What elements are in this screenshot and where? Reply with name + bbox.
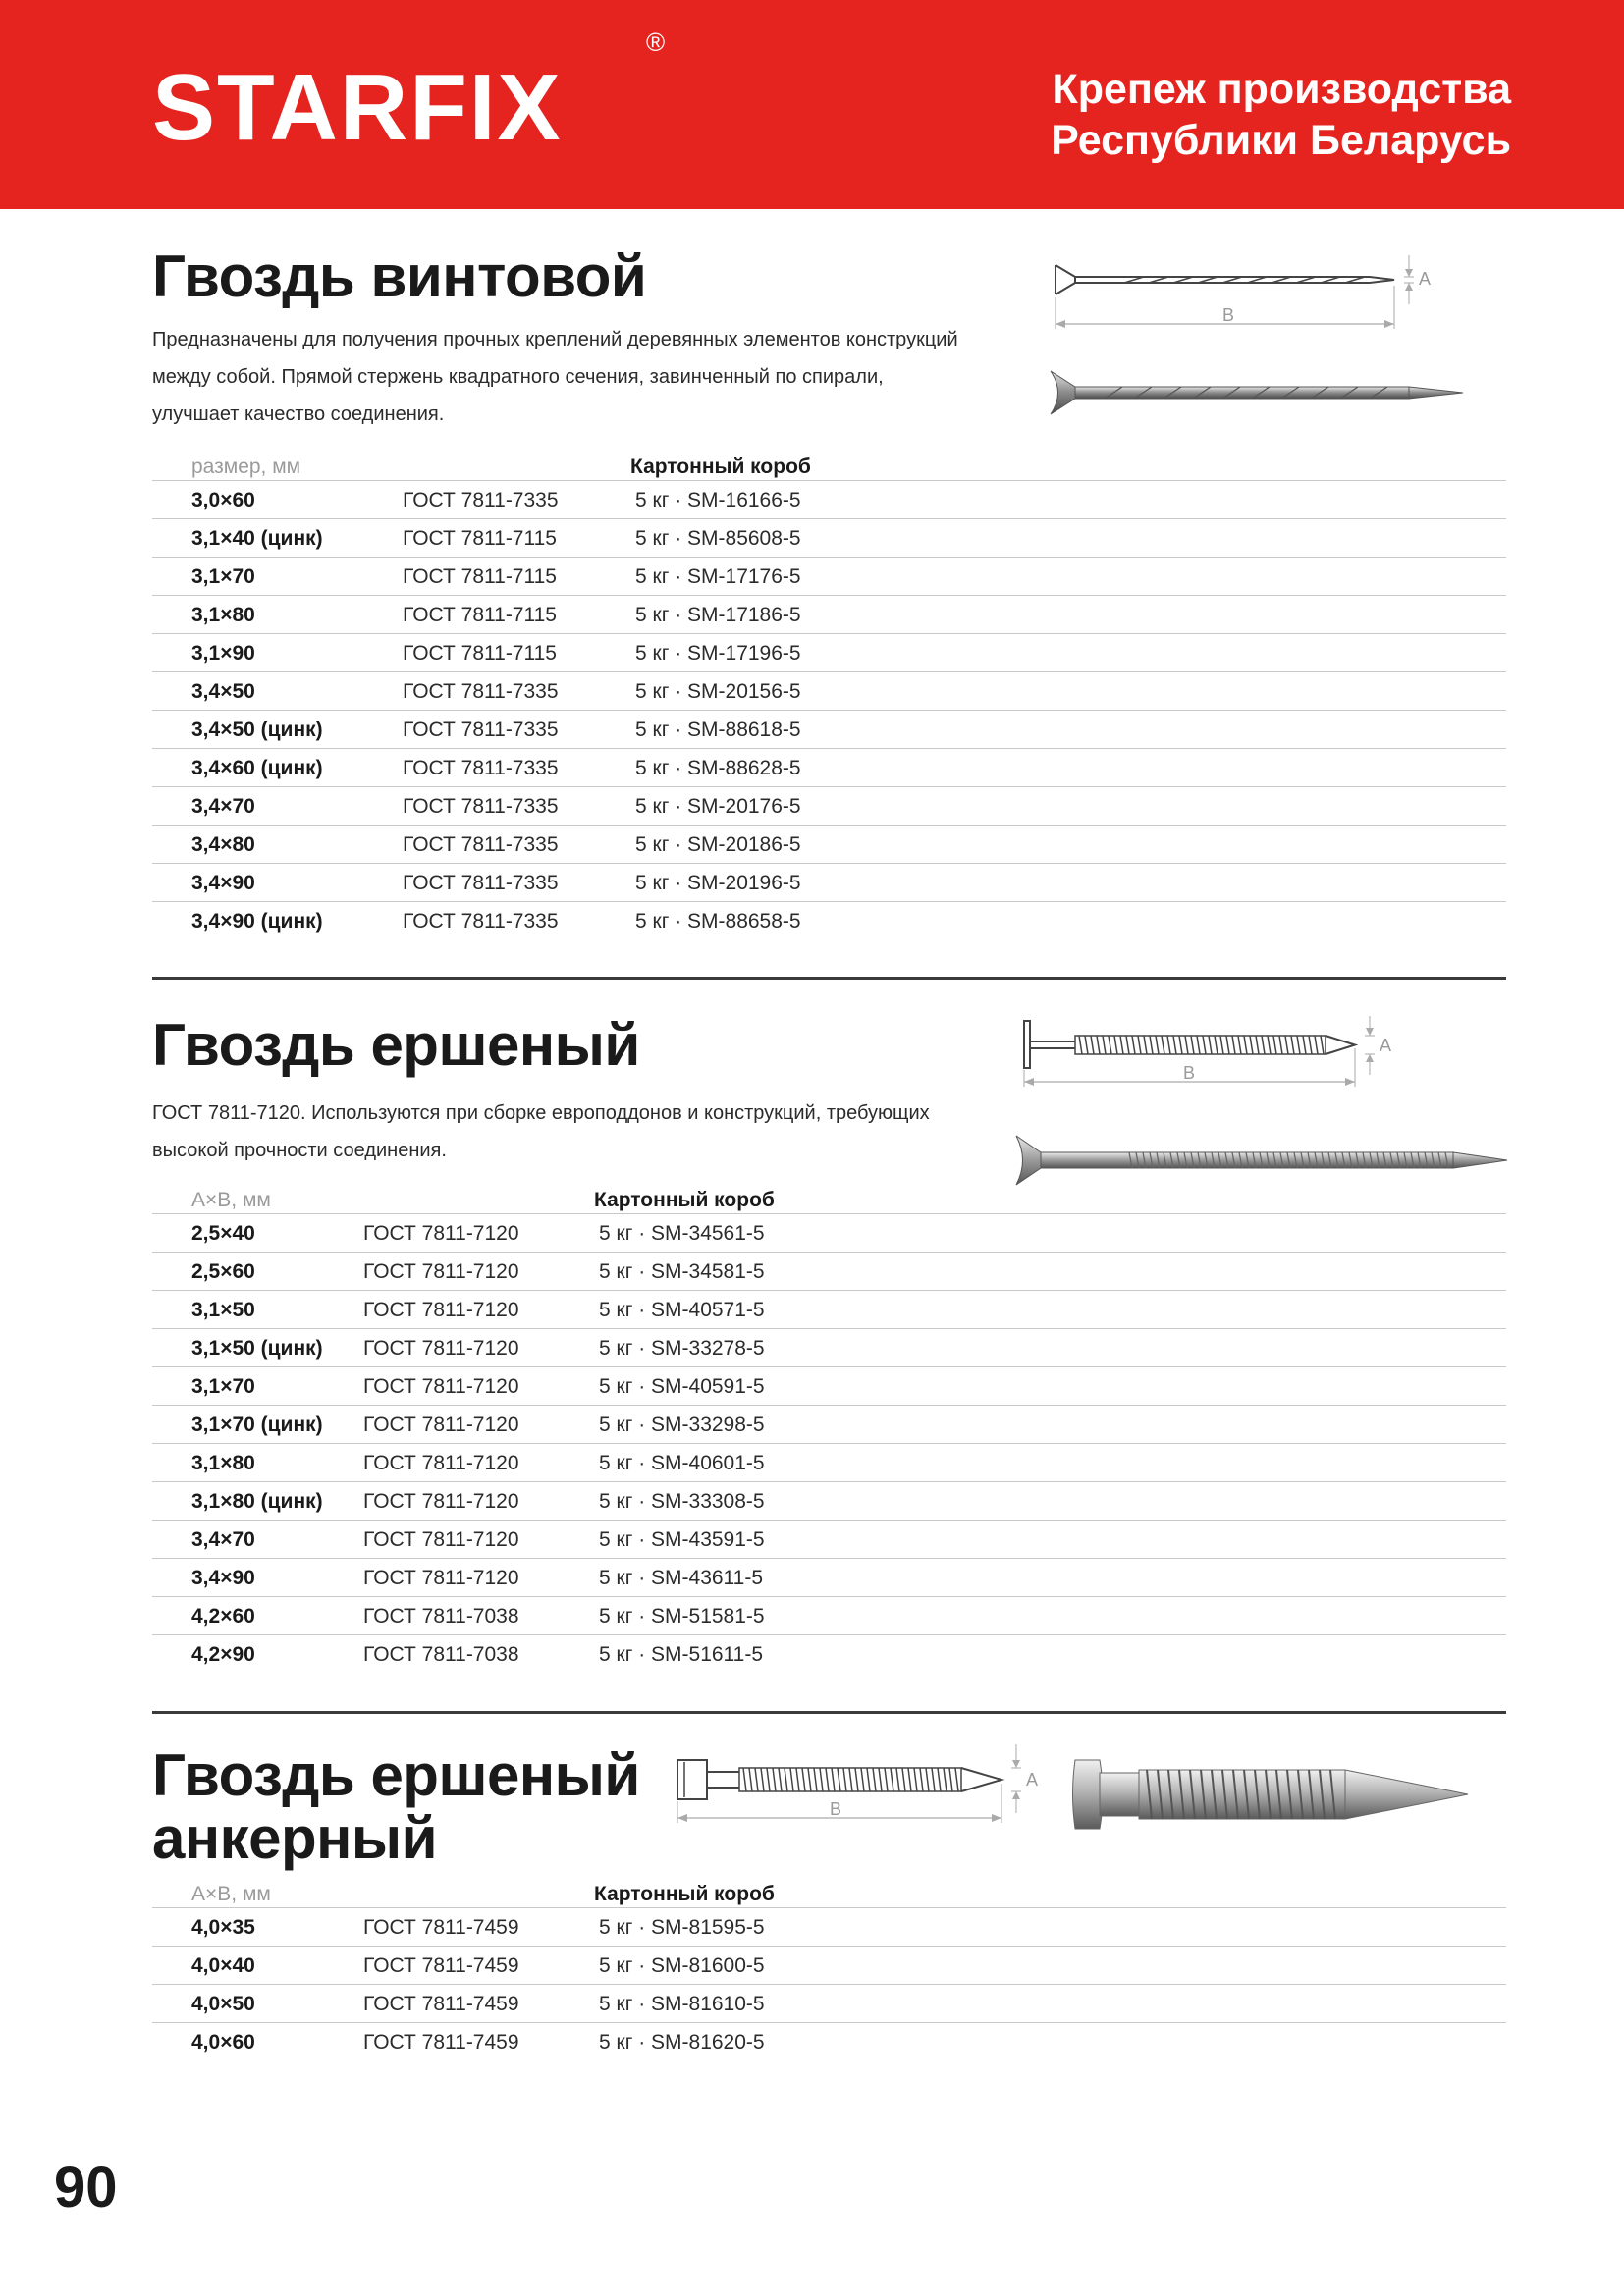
nail-rib [1114,1036,1117,1054]
nail-rib [873,1768,876,1791]
nail-rib [749,1768,752,1791]
cell-size: 3,4×90 (цинк) [191,910,323,933]
nail-rib [1144,1036,1147,1054]
cell-gost: ГОСТ 7811-7120 [363,1567,519,1589]
table-row [152,518,1506,557]
nail-rib [1097,1036,1100,1054]
nail-rib [1268,1036,1271,1054]
anchor-ruff-nail-diagram [673,1742,1065,1831]
table-row [152,557,1506,595]
cell-size: 4,0×60 [191,2031,255,2054]
cell-gost: ГОСТ 7811-7115 [403,604,557,626]
cell-gost: ГОСТ 7811-7335 [403,680,559,703]
table-row [152,825,1506,863]
cell-size: 3,4×50 (цинк) [191,719,323,741]
table-header-ruff-nail [152,1183,1506,1217]
tagline-line-1: Крепеж производства [1052,66,1511,113]
cell-box: 5 кг · SM-16166-5 [635,489,801,511]
dim-label-b: B [1183,1063,1196,1083]
cell-gost: ГОСТ 7811-7335 [403,795,559,818]
cell-size: 3,1×50 (цинк) [191,1337,323,1360]
nail-rib [826,1768,829,1791]
nail-rib [779,1768,782,1791]
cell-box: 5 кг · SM-43611-5 [599,1567,764,1589]
cell-gost: ГОСТ 7811-7120 [363,1490,519,1513]
nail-rib [926,1768,929,1791]
table-row [152,1946,1506,1984]
cell-box: 5 кг · SM-51581-5 [599,1605,765,1628]
table-row [152,595,1506,633]
nail-rib [785,1768,787,1791]
section-title-anchor-ruff-nail [152,1744,640,1870]
cell-gost: ГОСТ 7811-7335 [403,489,559,511]
nail-rib [1291,1036,1294,1054]
cell-box: 5 кг · SM-20156-5 [635,680,801,703]
nail-rib [1203,1036,1206,1054]
nail-rib [1215,1036,1218,1054]
cell-gost: ГОСТ 7811-7459 [363,1993,519,2015]
cell-box: 5 кг · SM-33308-5 [599,1490,765,1513]
table-row [152,1366,1506,1405]
cell-box: 5 кг · SM-20186-5 [635,833,801,856]
cell-gost: ГОСТ 7811-7335 [403,872,559,894]
cell-box: 5 кг · SM-43591-5 [599,1528,765,1551]
cell-box: 5 кг · SM-33298-5 [599,1414,765,1436]
cell-box: 5 кг · SM-51611-5 [599,1643,764,1666]
nail-rib [1309,1036,1312,1054]
nail-rib [773,1768,776,1791]
cell-size: 3,4×80 [191,833,255,856]
description-line: между собой. Прямой стержень квадратного сечения, завинченный по спирали, [152,366,884,388]
cell-gost: ГОСТ 7811-7459 [363,1916,519,1939]
table-row [152,2022,1506,2060]
nail-rib [802,1768,805,1791]
column-header-box: Картонный короб [630,455,811,478]
cell-size: 4,2×60 [191,1605,255,1628]
cell-size: 3,0×60 [191,489,255,511]
page-number: 90 [54,2156,118,2219]
table-row [152,1405,1506,1443]
section-title-screw-nail: Гвоздь винтовой [152,243,647,309]
cell-box: 5 кг · SM-17196-5 [635,642,801,665]
table-row [152,863,1506,901]
cell-size: 3,4×70 [191,1528,255,1551]
nail-rib [1138,1036,1141,1054]
nail-rib [1150,1036,1153,1054]
section-divider [152,977,1506,980]
section-title-ruff-nail: Гвоздь ершеный [152,1012,640,1078]
table-row [152,1213,1506,1252]
nail-rib [1220,1036,1223,1054]
nail-rib [1279,1036,1282,1054]
nail-rib [1079,1036,1082,1054]
description-line: ГОСТ 7811-7120. Используются при сборке европоддонов и конструкций, требующих [152,1102,930,1124]
cell-box: 5 кг · SM-17176-5 [635,565,801,588]
description-line: Предназначены для получения прочных креплений деревянных элементов конструкций [152,329,958,350]
nail-rib [1285,1036,1288,1054]
table-anchor-ruff-nail [152,1907,1506,2060]
nail-rib [1297,1036,1300,1054]
table-row [152,1328,1506,1366]
cell-box: 5 кг · SM-33278-5 [599,1337,765,1360]
logo-text: STARFIX [152,55,563,160]
nail-rib [1321,1036,1324,1054]
nail-rib [1120,1036,1123,1054]
cell-box: 5 кг · SM-81620-5 [599,2031,765,2054]
cell-box: 5 кг · SM-34561-5 [599,1222,765,1245]
nail-rib [849,1768,852,1791]
cell-size: 4,2×90 [191,1643,255,1666]
cell-size: 4,0×50 [191,1993,255,2015]
cell-gost: ГОСТ 7811-7459 [363,2031,519,2054]
column-header-size: A×B, мм [191,1883,271,1905]
nail-rib [820,1768,823,1791]
nail-rib [949,1768,952,1791]
cell-size: 4,0×40 [191,1954,255,1977]
cell-gost: ГОСТ 7811-7335 [403,910,559,933]
title-line: анкерный [152,1805,438,1871]
nail-rib [843,1768,846,1791]
nail-rib [1173,1036,1176,1054]
cell-gost: ГОСТ 7811-7115 [403,642,557,665]
dim-label-a: A [1380,1036,1392,1055]
cell-gost: ГОСТ 7811-7120 [363,1375,519,1398]
cell-box: 5 кг · SM-20176-5 [635,795,801,818]
cell-size: 2,5×40 [191,1222,255,1245]
section-divider [152,1711,1506,1714]
cell-size: 3,1×70 [191,565,255,588]
nail-rib [838,1768,840,1791]
cell-size: 3,1×80 [191,604,255,626]
title-line: Гвоздь ершеный [152,1742,640,1808]
cell-size: 4,0×35 [191,1916,255,1939]
cell-size: 3,4×60 (цинк) [191,757,323,779]
description-line: улучшает качество соединения. [152,403,445,425]
cell-gost: ГОСТ 7811-7459 [363,1954,519,1977]
cell-box: 5 кг · SM-17186-5 [635,604,801,626]
cell-gost: ГОСТ 7811-7120 [363,1528,519,1551]
cell-size: 3,1×80 (цинк) [191,1490,323,1513]
cell-gost: ГОСТ 7811-7120 [363,1452,519,1474]
nail-rib [879,1768,882,1791]
cell-gost: ГОСТ 7811-7120 [363,1299,519,1321]
cell-size: 3,1×80 [191,1452,255,1474]
nail-rib [908,1768,911,1791]
table-ruff-nail [152,1213,1506,1673]
header-tagline [1051,64,1511,166]
nail-rib [1179,1036,1182,1054]
nail-rib [885,1768,888,1791]
cell-gost: ГОСТ 7811-7335 [403,719,559,741]
nail-rib [891,1768,893,1791]
nail-rib [914,1768,917,1791]
nail-rib [1185,1036,1188,1054]
nail-rib [1232,1036,1235,1054]
nail-rib [1191,1036,1194,1054]
nail-rib [1303,1036,1306,1054]
table-row [152,1907,1506,1946]
nail-rib [743,1768,746,1791]
table-row [152,671,1506,710]
table-row [152,1520,1506,1558]
tagline-line-2: Республики Беларусь [1051,117,1511,164]
header-banner [0,0,1624,209]
nail-rib [861,1768,864,1791]
nail-rib [808,1768,811,1791]
dim-label-a: A [1026,1770,1039,1789]
column-header-box: Картонный короб [594,1189,775,1211]
dim-label-b: B [1222,305,1235,325]
anchor-ruff-nail-photo [1070,1745,1473,1843]
cell-gost: ГОСТ 7811-7038 [363,1643,519,1666]
nail-rib [1197,1036,1200,1054]
nail-rib [832,1768,835,1791]
cell-box: 5 кг · SM-85608-5 [635,527,801,550]
nail-rib [902,1768,905,1791]
nail-rib [1315,1036,1318,1054]
nail-rib [1244,1036,1247,1054]
nail-rib [896,1768,899,1791]
table-row [152,1984,1506,2022]
table-row [152,1634,1506,1673]
nail-rib [1126,1036,1129,1054]
nail-rib [1132,1036,1135,1054]
cell-gost: ГОСТ 7811-7115 [403,527,557,550]
nail-rib [1103,1036,1106,1054]
ruff-nail-diagram [1016,1016,1409,1095]
cell-box: 5 кг · SM-40591-5 [599,1375,765,1398]
table-header-anchor-ruff-nail [152,1877,1506,1911]
table-row [152,710,1506,748]
nail-rib [761,1768,764,1791]
nail-rib [932,1768,935,1791]
cell-gost: ГОСТ 7811-7120 [363,1222,519,1245]
nail-rib [1156,1036,1159,1054]
nail-rib [755,1768,758,1791]
nail-rib [955,1768,958,1791]
cell-box: 5 кг · SM-81610-5 [599,1993,765,2015]
cell-size: 3,4×50 [191,680,255,703]
nail-rib [944,1768,947,1791]
nail-rib [767,1768,770,1791]
cell-gost: ГОСТ 7811-7038 [363,1605,519,1628]
nail-rib [1091,1036,1094,1054]
cell-gost: ГОСТ 7811-7120 [363,1337,519,1360]
dim-label-a: A [1419,269,1432,289]
cell-gost: ГОСТ 7811-7335 [403,833,559,856]
table-row [152,1252,1506,1290]
screw-nail-diagram [1046,250,1438,339]
table-row [152,1558,1506,1596]
table-row [152,1481,1506,1520]
table-row [152,480,1506,518]
nail-rib [1167,1036,1170,1054]
cell-box: 5 кг · SM-34581-5 [599,1260,765,1283]
nail-rib [867,1768,870,1791]
cell-size: 3,4×90 [191,872,255,894]
table-row [152,748,1506,786]
cell-size: 3,1×70 (цинк) [191,1414,323,1436]
table-screw-nail [152,480,1506,939]
cell-gost: ГОСТ 7811-7120 [363,1260,519,1283]
cell-size: 3,1×90 [191,642,255,665]
nail-rib [1085,1036,1088,1054]
cell-box: 5 кг · SM-20196-5 [635,872,801,894]
nail-rib [796,1768,799,1791]
ruff-nail-photo [1011,1131,1512,1190]
cell-gost: ГОСТ 7811-7120 [363,1414,519,1436]
cell-gost: ГОСТ 7811-7115 [403,565,557,588]
cell-size: 3,4×90 [191,1567,255,1589]
screw-nail-photo [1046,363,1468,422]
section-description-screw-nail [152,321,997,433]
cell-box: 5 кг · SM-40601-5 [599,1452,765,1474]
nail-rib [1109,1036,1111,1054]
cell-size: 3,1×70 [191,1375,255,1398]
nail-rib [1256,1036,1259,1054]
nail-rib [790,1768,793,1791]
cell-box: 5 кг · SM-81600-5 [599,1954,765,1977]
section-description-ruff-nail [152,1095,997,1169]
column-header-size: A×B, мм [191,1189,271,1211]
table-row [152,1443,1506,1481]
cell-box: 5 кг · SM-88658-5 [635,910,801,933]
cell-gost: ГОСТ 7811-7335 [403,757,559,779]
nail-rib [1262,1036,1265,1054]
nail-rib [920,1768,923,1791]
nail-rib [1226,1036,1229,1054]
nail-rib [1162,1036,1164,1054]
cell-box: 5 кг · SM-81595-5 [599,1916,765,1939]
table-row [152,1290,1506,1328]
cell-box: 5 кг · SM-88618-5 [635,719,801,741]
cell-box: 5 кг · SM-88628-5 [635,757,801,779]
column-header-size: размер, мм [191,455,301,478]
dim-label-b: B [830,1799,842,1819]
nail-rib [1273,1036,1276,1054]
table-row [152,1596,1506,1634]
table-row [152,786,1506,825]
table-row [152,633,1506,671]
nail-rib [1238,1036,1241,1054]
cell-size: 3,4×70 [191,795,255,818]
table-row [152,901,1506,939]
cell-size: 3,1×50 [191,1299,255,1321]
cell-box: 5 кг · SM-40571-5 [599,1299,765,1321]
description-line: высокой прочности соединения. [152,1140,447,1161]
table-header-screw-nail [152,450,1506,484]
nail-rib [814,1768,817,1791]
cell-size: 3,1×40 (цинк) [191,527,323,550]
cell-size: 2,5×60 [191,1260,255,1283]
column-header-box: Картонный короб [594,1883,775,1905]
nail-rib [1250,1036,1253,1054]
nail-rib [1209,1036,1212,1054]
nail-rib [855,1768,858,1791]
registered-mark: ® [646,27,666,57]
starfix-logo [152,49,563,167]
nail-rib [938,1768,941,1791]
